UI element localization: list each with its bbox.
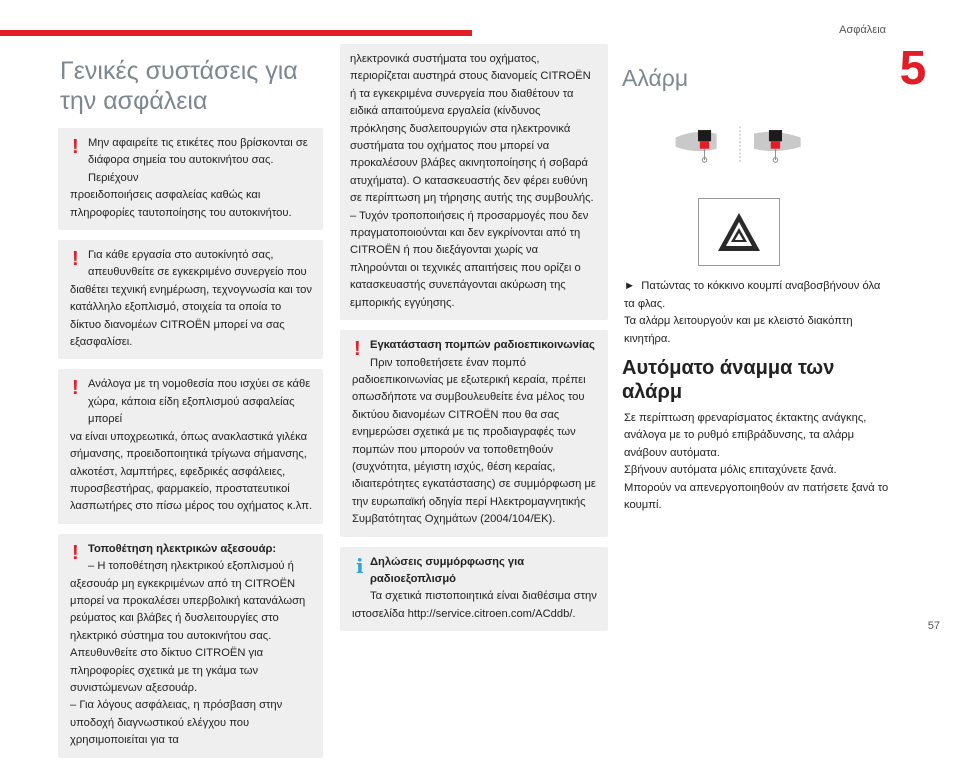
continued-box — [340, 44, 608, 320]
warning-text: διαθέτει τεχνική ενημέρωση, τεχνογνωσία και τον κατάλληλο εξοπλισμό, στοιχεία τα οποία το δίκτυο διανομέων CITROËN μπορεί να σας εξασφαλίσει. — [70, 283, 312, 349]
instruction-line — [622, 278, 890, 313]
warning-box-accessories — [58, 534, 323, 758]
auto-hazard-text-1: Σε περίπτωση φρεναρίσματος έκτακτης ανάγκης, ανάλογα με το ρυθμό επιβράδυνσης, τα αλάρμ ανάβουν αυτόματα. — [624, 412, 867, 459]
instruction-text: Πατώντας το κόκκινο κουμπί αναβοσβήνουν όλα τα φλας. — [624, 280, 881, 310]
auto-hazard-text-3: Μπορούν να απενεργοποιηθούν αν πατήσετε ξανά το κουμπί. — [624, 481, 889, 512]
info-text: ιστοσελίδα http://service.citroen.com/ACddb/. — [352, 607, 576, 620]
warning-text-first: Πριν τοποθετήσετε έναν πομπό — [370, 356, 526, 369]
warning-text: ραδιοεπικοινωνίας με εξωτερική κεραία, πρέπει οπωσδήποτε να συμβουλευθείτε ένα μέλος του δικτύου διανομέων CITROËN που θα σας ενημερώσει σχετικά με τις προδιαγραφές των πομπών που μπορούν να τοποθετηθούν (συχνότητα, μέγιστη ισχύς, θέση κεραίας, ιδιαιτερότητες εγκατάστασης) σε συμμόρφωση με την ευρωπαϊκή οδηγία περί Ηλεκτρομαγνητικής Συμβατότητας Οχημάτων (2004/104/ΕΚ). — [352, 373, 596, 526]
hazard-section-title: Αλάρμ — [622, 65, 689, 91]
info-box-conformity — [340, 547, 608, 632]
warning-heading: ! Εγκατάσταση πομπών ραδιοεπικοινωνίας — [370, 339, 595, 352]
column-left — [58, 50, 323, 768]
hazard-triangle-icon — [716, 211, 762, 253]
warning-heading: ! Τοποθέτηση ηλεκτρικών αξεσουάρ: — [88, 542, 277, 555]
hazard-note: Τα αλάρμ λειτουργούν και με κλειστό διακόπτη κινητήρα. — [624, 315, 853, 345]
auto-hazard-heading: Αυτόματο άναμμα των αλάρμ — [622, 357, 835, 404]
warning-text-first: ! Για κάθε εργασία στο αυτοκίνητό σας, απευθυνθείτε σε εγκεκριμένο συνεργείο που — [88, 249, 307, 279]
warning-box-labels — [58, 128, 323, 230]
info-heading: i Δηλώσεις συμμόρφωσης για ραδιοεξοπλισμό — [370, 555, 525, 585]
info-text-first: Τα σχετικά πιστοποιητικά είναι διαθέσιμα στην — [370, 590, 597, 603]
header-accent-bar — [0, 30, 472, 36]
warning-box-equipment — [58, 369, 323, 523]
warning-text-first: ! Ανάλογα με τη νομοθεσία που ισχύει σε κάθε χώρα, κάποια είδη εξοπλισμού ασφαλείας μπορεί — [88, 378, 311, 426]
warning-text-first: ! Μην αφαιρείτε τις ετικέτες που βρίσκονται σε διάφορα σημεία του αυτοκινήτου σας. Περιέχουν — [88, 137, 308, 184]
continued-text-2: – Τυχόν τροποποιήσεις ή προσαρμογές που δεν πραγματοποιούνται και δεν εγκρίνονται από τη CITROËN ή που διεξάγονται χωρίς να πληρούνται οι τεχνικές απαιτήσεις που ορίζει ο κατασκευαστής συνεπάγονται ακύρωση της εμπορικής εγγύησης. — [350, 209, 589, 309]
column-right — [622, 50, 890, 514]
hazard-button-illustration — [698, 198, 780, 266]
auto-hazard-text-2: Σβήνουν αυτόματα μόλις επιταχύνετε ξανά. — [624, 464, 837, 477]
arrow-right-icon: ► — [624, 280, 642, 293]
warning-text-first: – Η τοποθέτηση ηλεκτρικού εξοπλισμού ή — [88, 560, 294, 573]
warning-text: να είναι υποχρεωτικά, όπως ανακλαστικά γιλέκα σήμανσης, προειδοποιητικά τρίγωνα σήμανσης, αλκοτέστ, λαμπτήρες, εφεδρικές ασφάλειες, πυροσβεστήρας, φαρμακείο, προστατευτικοί λασπωτήρες στο πίσω μέρος του οχήματος κ.λπ. — [70, 430, 313, 513]
section-title: Γενικές συστάσεις για την ασφάλεια — [60, 57, 298, 115]
page-number: 57 — [927, 620, 940, 632]
column-middle — [340, 44, 608, 641]
warning-text: αξεσουάρ μη εγκεκριμένων από τη CITROËN μπορεί να προκαλέσει υπερβολική κατανάλωση ρεύματος και βλάβες ή δυσλειτουργίες στο ηλεκτρικό σύστημα του αυτοκινήτου σας. Απευθυνθείτε στο δίκτυο CITROËN για πληροφορίες σχετικά με τη γκάμα των συνιστώμενων αξεσουάρ. — [70, 577, 306, 694]
warning-text: – Για λόγους ασφάλειας, η πρόσβαση στην υποδοχή διαγνωστικού ελέγχου που χρησιμοποιείται για τα — [70, 699, 283, 747]
warning-text: προειδοποιήσεις ασφαλείας καθώς και πληροφορίες ταυτοποίησης του αυτοκινήτου. — [70, 189, 292, 219]
chapter-number: 5 — [899, 42, 927, 95]
warning-box-radio — [340, 330, 608, 536]
warning-box-service — [58, 240, 323, 359]
continued-text: ηλεκτρονικά συστήματα του οχήματος, περιορίζεται αυστηρά στους διανομείς CITROËN ή τα εγκεκριμένα συνεργεία που διαθέτουν τα ειδικά απαιτούμενα εργαλεία (κίνδυνος πρόκλησης δυσλειτουργιών στα ηλεκτρονικά συστήματα του οχήματος που μπορεί να προκαλέσουν βλάβες ακινητοποίησης ή σοβαρά ατυχήματα). Ο κατασκευαστής δεν φέρει ευθύνη σε περίπτωση μη τήρησης αυτής της συμβουλής. — [350, 53, 594, 205]
section-label: Ασφάλεια — [839, 24, 886, 36]
dashboard-button-icon — [670, 106, 810, 184]
